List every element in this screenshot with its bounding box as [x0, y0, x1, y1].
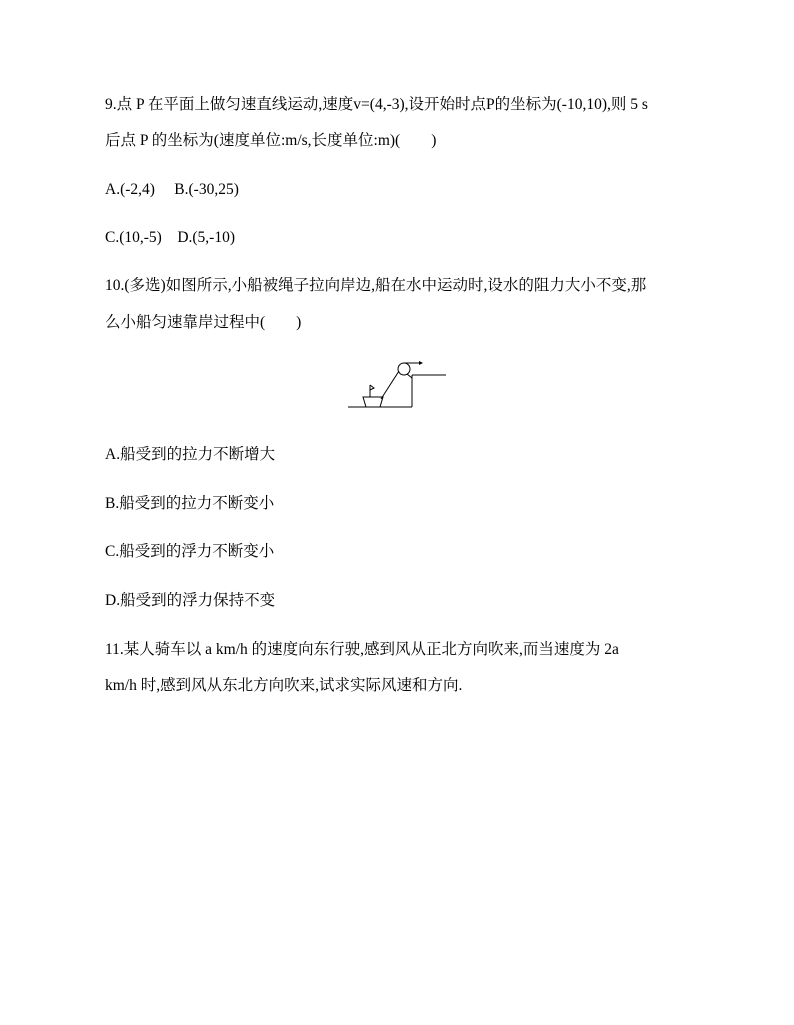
- q10-option-b: B.船受到的拉力不断变小: [105, 495, 275, 512]
- q10-stem-line-1: 10.(多选)如图所示,小船被绳子拉向岸边,船在水中运动时,设水的阻力大小不变,那: [105, 277, 647, 294]
- q9-stem-line-1: 9.点 P 在平面上做匀速直线运动,速度v=(4,-3),设开始时点P的坐标为(-10,10),则 5 s: [105, 96, 648, 113]
- q10-option-a: A.船受到的拉力不断增大: [105, 446, 276, 463]
- q9-stem-line-2: 后点 P 的坐标为(速度单位:m/s,长度单位:m)( ): [105, 132, 437, 149]
- boat-pulley-svg: [345, 352, 450, 418]
- q11-stem-line-2: km/h 时,感到风从东北方向吹来,试求实际风速和方向.: [105, 677, 463, 694]
- pulley-support: [407, 374, 412, 378]
- q10-option-c: C.船受到的浮力不断变小: [105, 543, 275, 560]
- pull-arrow-icon: [419, 361, 423, 365]
- q9-options-a-b: A.(-2,4) B.(-30,25): [105, 181, 239, 198]
- q10-option-d: D.船受到的浮力保持不变: [105, 592, 276, 609]
- q9-options-c-d: C.(10,-5) D.(5,-10): [105, 229, 236, 246]
- q10-stem-line-2: 么小船匀速靠岸过程中( ): [105, 314, 302, 331]
- q11-stem-line-1: 11.某人骑车以 a km/h 的速度向东行驶,感到风从正北方向吹来,而当速度为 2a: [105, 641, 619, 658]
- boat-pulley-diagram: [345, 352, 450, 418]
- boat-hull: [363, 397, 383, 407]
- boat-flag: [370, 385, 374, 390]
- rope: [381, 371, 399, 399]
- pulley-wheel: [398, 363, 410, 375]
